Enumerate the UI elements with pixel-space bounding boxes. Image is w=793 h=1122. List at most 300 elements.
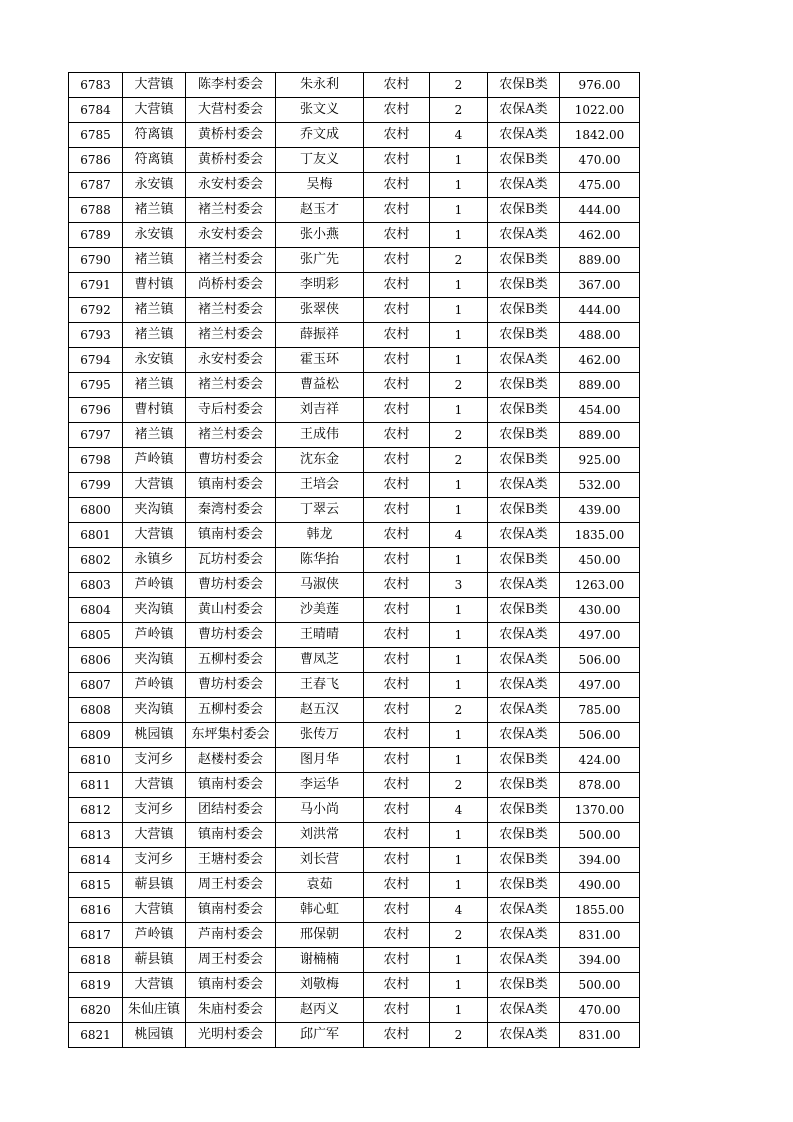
household-size-cell: 1 xyxy=(430,948,488,973)
insurance-category-cell: 农保B类 xyxy=(488,248,560,273)
name-cell: 李明彩 xyxy=(276,273,364,298)
township-cell: 大营镇 xyxy=(123,73,186,98)
household-type-cell: 农村 xyxy=(364,898,430,923)
name-cell: 沈东金 xyxy=(276,448,364,473)
amount-cell: 500.00 xyxy=(560,823,640,848)
serial-number-cell: 6794 xyxy=(69,348,123,373)
serial-number-cell: 6810 xyxy=(69,748,123,773)
village-committee-cell: 曹坊村委会 xyxy=(186,573,276,598)
serial-number-cell: 6814 xyxy=(69,848,123,873)
township-cell: 大营镇 xyxy=(123,823,186,848)
household-type-cell: 农村 xyxy=(364,523,430,548)
amount-cell: 785.00 xyxy=(560,698,640,723)
name-cell: 丁翠云 xyxy=(276,498,364,523)
name-cell: 谢楠楠 xyxy=(276,948,364,973)
insurance-category-cell: 农保B类 xyxy=(488,598,560,623)
name-cell: 赵玉才 xyxy=(276,198,364,223)
amount-cell: 475.00 xyxy=(560,173,640,198)
village-committee-cell: 黄桥村委会 xyxy=(186,148,276,173)
name-cell: 刘吉祥 xyxy=(276,398,364,423)
serial-number-cell: 6808 xyxy=(69,698,123,723)
table-row xyxy=(69,98,640,123)
table-row xyxy=(69,123,640,148)
household-type-cell: 农村 xyxy=(364,123,430,148)
village-committee-cell: 五柳村委会 xyxy=(186,648,276,673)
insurance-category-cell: 农保A类 xyxy=(488,723,560,748)
insurance-category-cell: 农保A类 xyxy=(488,998,560,1023)
table-row xyxy=(69,673,640,698)
household-size-cell: 1 xyxy=(430,673,488,698)
serial-number-cell: 6803 xyxy=(69,573,123,598)
township-cell: 芦岭镇 xyxy=(123,673,186,698)
household-size-cell: 1 xyxy=(430,548,488,573)
table-row xyxy=(69,798,640,823)
table-body xyxy=(69,73,640,1048)
household-type-cell: 农村 xyxy=(364,448,430,473)
table-row xyxy=(69,948,640,973)
village-committee-cell: 团结村委会 xyxy=(186,798,276,823)
insurance-category-cell: 农保A类 xyxy=(488,98,560,123)
insurance-category-cell: 农保A类 xyxy=(488,698,560,723)
village-committee-cell: 周王村委会 xyxy=(186,873,276,898)
household-type-cell: 农村 xyxy=(364,498,430,523)
village-committee-cell: 光明村委会 xyxy=(186,1023,276,1048)
amount-cell: 444.00 xyxy=(560,198,640,223)
amount-cell: 1835.00 xyxy=(560,523,640,548)
township-cell: 夹沟镇 xyxy=(123,648,186,673)
amount-cell: 500.00 xyxy=(560,973,640,998)
serial-number-cell: 6820 xyxy=(69,998,123,1023)
household-type-cell: 农村 xyxy=(364,73,430,98)
household-type-cell: 农村 xyxy=(364,673,430,698)
household-size-cell: 1 xyxy=(430,623,488,648)
household-type-cell: 农村 xyxy=(364,298,430,323)
insurance-category-cell: 农保B类 xyxy=(488,823,560,848)
insurance-category-cell: 农保A类 xyxy=(488,473,560,498)
insurance-category-cell: 农保A类 xyxy=(488,623,560,648)
household-type-cell: 农村 xyxy=(364,198,430,223)
village-committee-cell: 曹坊村委会 xyxy=(186,673,276,698)
village-committee-cell: 五柳村委会 xyxy=(186,698,276,723)
village-committee-cell: 曹坊村委会 xyxy=(186,448,276,473)
township-cell: 大营镇 xyxy=(123,98,186,123)
amount-cell: 367.00 xyxy=(560,273,640,298)
serial-number-cell: 6790 xyxy=(69,248,123,273)
township-cell: 大营镇 xyxy=(123,523,186,548)
village-committee-cell: 永安村委会 xyxy=(186,223,276,248)
serial-number-cell: 6818 xyxy=(69,948,123,973)
household-size-cell: 2 xyxy=(430,1023,488,1048)
household-size-cell: 4 xyxy=(430,798,488,823)
serial-number-cell: 6805 xyxy=(69,623,123,648)
serial-number-cell: 6802 xyxy=(69,548,123,573)
household-type-cell: 农村 xyxy=(364,373,430,398)
township-cell: 褚兰镇 xyxy=(123,298,186,323)
township-cell: 桃园镇 xyxy=(123,1023,186,1048)
name-cell: 吴梅 xyxy=(276,173,364,198)
household-size-cell: 2 xyxy=(430,423,488,448)
household-type-cell: 农村 xyxy=(364,923,430,948)
serial-number-cell: 6798 xyxy=(69,448,123,473)
insurance-category-cell: 农保B类 xyxy=(488,798,560,823)
table-row xyxy=(69,923,640,948)
household-type-cell: 农村 xyxy=(364,698,430,723)
insurance-category-cell: 农保B类 xyxy=(488,298,560,323)
name-cell: 刘长营 xyxy=(276,848,364,873)
household-size-cell: 4 xyxy=(430,898,488,923)
insurance-category-cell: 农保A类 xyxy=(488,523,560,548)
township-cell: 夹沟镇 xyxy=(123,698,186,723)
name-cell: 邢保朝 xyxy=(276,923,364,948)
township-cell: 夹沟镇 xyxy=(123,598,186,623)
township-cell: 符离镇 xyxy=(123,148,186,173)
village-committee-cell: 褚兰村委会 xyxy=(186,198,276,223)
amount-cell: 976.00 xyxy=(560,73,640,98)
insurance-category-cell: 农保B类 xyxy=(488,548,560,573)
household-size-cell: 1 xyxy=(430,848,488,873)
village-committee-cell: 褚兰村委会 xyxy=(186,323,276,348)
insurance-category-cell: 农保B类 xyxy=(488,148,560,173)
village-committee-cell: 赵楼村委会 xyxy=(186,748,276,773)
village-committee-cell: 镇南村委会 xyxy=(186,773,276,798)
household-type-cell: 农村 xyxy=(364,423,430,448)
township-cell: 朱仙庄镇 xyxy=(123,998,186,1023)
village-committee-cell: 黄桥村委会 xyxy=(186,123,276,148)
township-cell: 支河乡 xyxy=(123,798,186,823)
township-cell: 大营镇 xyxy=(123,898,186,923)
name-cell: 邱广军 xyxy=(276,1023,364,1048)
township-cell: 芦岭镇 xyxy=(123,573,186,598)
household-size-cell: 1 xyxy=(430,648,488,673)
name-cell: 曹益松 xyxy=(276,373,364,398)
amount-cell: 831.00 xyxy=(560,923,640,948)
village-committee-cell: 褚兰村委会 xyxy=(186,423,276,448)
name-cell: 图月华 xyxy=(276,748,364,773)
amount-cell: 1370.00 xyxy=(560,798,640,823)
table-row xyxy=(69,348,640,373)
township-cell: 芦岭镇 xyxy=(123,623,186,648)
household-size-cell: 1 xyxy=(430,498,488,523)
household-type-cell: 农村 xyxy=(364,648,430,673)
insurance-category-cell: 农保A类 xyxy=(488,223,560,248)
name-cell: 薛振祥 xyxy=(276,323,364,348)
amount-cell: 1842.00 xyxy=(560,123,640,148)
table-row xyxy=(69,523,640,548)
insurance-category-cell: 农保A类 xyxy=(488,1023,560,1048)
insurance-category-cell: 农保B类 xyxy=(488,398,560,423)
table-row xyxy=(69,448,640,473)
table-row xyxy=(69,473,640,498)
household-type-cell: 农村 xyxy=(364,598,430,623)
amount-cell: 439.00 xyxy=(560,498,640,523)
household-size-cell: 4 xyxy=(430,523,488,548)
insurance-category-cell: 农保B类 xyxy=(488,323,560,348)
table-row xyxy=(69,648,640,673)
household-size-cell: 1 xyxy=(430,323,488,348)
insurance-category-cell: 农保B类 xyxy=(488,973,560,998)
township-cell: 永安镇 xyxy=(123,223,186,248)
amount-cell: 488.00 xyxy=(560,323,640,348)
village-committee-cell: 尚桥村委会 xyxy=(186,273,276,298)
township-cell: 芦岭镇 xyxy=(123,923,186,948)
township-cell: 褚兰镇 xyxy=(123,323,186,348)
table-row xyxy=(69,873,640,898)
village-committee-cell: 陈李村委会 xyxy=(186,73,276,98)
serial-number-cell: 6816 xyxy=(69,898,123,923)
amount-cell: 470.00 xyxy=(560,998,640,1023)
amount-cell: 889.00 xyxy=(560,373,640,398)
village-committee-cell: 黄山村委会 xyxy=(186,598,276,623)
household-size-cell: 1 xyxy=(430,723,488,748)
table-row xyxy=(69,298,640,323)
village-committee-cell: 镇南村委会 xyxy=(186,523,276,548)
insurance-category-cell: 农保B类 xyxy=(488,498,560,523)
insurance-category-cell: 农保A类 xyxy=(488,923,560,948)
table-row xyxy=(69,498,640,523)
serial-number-cell: 6785 xyxy=(69,123,123,148)
serial-number-cell: 6787 xyxy=(69,173,123,198)
village-committee-cell: 大营村委会 xyxy=(186,98,276,123)
household-type-cell: 农村 xyxy=(364,823,430,848)
household-size-cell: 1 xyxy=(430,223,488,248)
serial-number-cell: 6792 xyxy=(69,298,123,323)
village-committee-cell: 镇南村委会 xyxy=(186,823,276,848)
village-committee-cell: 芦南村委会 xyxy=(186,923,276,948)
insurance-category-cell: 农保B类 xyxy=(488,848,560,873)
insurance-category-cell: 农保A类 xyxy=(488,173,560,198)
insurance-category-cell: 农保B类 xyxy=(488,748,560,773)
township-cell: 大营镇 xyxy=(123,773,186,798)
serial-number-cell: 6796 xyxy=(69,398,123,423)
table-row xyxy=(69,273,640,298)
insurance-category-cell: 农保B类 xyxy=(488,448,560,473)
serial-number-cell: 6800 xyxy=(69,498,123,523)
table-row xyxy=(69,773,640,798)
insurance-category-cell: 农保A类 xyxy=(488,898,560,923)
household-type-cell: 农村 xyxy=(364,573,430,598)
insurance-category-cell: 农保A类 xyxy=(488,348,560,373)
serial-number-cell: 6807 xyxy=(69,673,123,698)
village-committee-cell: 王塘村委会 xyxy=(186,848,276,873)
insurance-category-cell: 农保A类 xyxy=(488,673,560,698)
name-cell: 韩心虹 xyxy=(276,898,364,923)
table-row xyxy=(69,173,640,198)
table-row xyxy=(69,623,640,648)
name-cell: 陈华抬 xyxy=(276,548,364,573)
name-cell: 丁友义 xyxy=(276,148,364,173)
table-row xyxy=(69,73,640,98)
household-type-cell: 农村 xyxy=(364,798,430,823)
serial-number-cell: 6791 xyxy=(69,273,123,298)
household-type-cell: 农村 xyxy=(364,973,430,998)
household-size-cell: 1 xyxy=(430,173,488,198)
serial-number-cell: 6797 xyxy=(69,423,123,448)
amount-cell: 506.00 xyxy=(560,648,640,673)
household-type-cell: 农村 xyxy=(364,398,430,423)
village-committee-cell: 寺后村委会 xyxy=(186,398,276,423)
household-size-cell: 2 xyxy=(430,248,488,273)
table-row xyxy=(69,148,640,173)
household-size-cell: 1 xyxy=(430,273,488,298)
household-type-cell: 农村 xyxy=(364,148,430,173)
amount-cell: 454.00 xyxy=(560,398,640,423)
village-committee-cell: 褚兰村委会 xyxy=(186,373,276,398)
township-cell: 褚兰镇 xyxy=(123,423,186,448)
serial-number-cell: 6821 xyxy=(69,1023,123,1048)
village-committee-cell: 褚兰村委会 xyxy=(186,248,276,273)
household-type-cell: 农村 xyxy=(364,773,430,798)
table-row xyxy=(69,323,640,348)
table-row xyxy=(69,423,640,448)
amount-cell: 497.00 xyxy=(560,673,640,698)
serial-number-cell: 6799 xyxy=(69,473,123,498)
village-committee-cell: 周王村委会 xyxy=(186,948,276,973)
table-row xyxy=(69,248,640,273)
name-cell: 张传万 xyxy=(276,723,364,748)
township-cell: 大营镇 xyxy=(123,973,186,998)
insurance-category-cell: 农保A类 xyxy=(488,123,560,148)
amount-cell: 490.00 xyxy=(560,873,640,898)
household-type-cell: 农村 xyxy=(364,623,430,648)
name-cell: 张翠侠 xyxy=(276,298,364,323)
township-cell: 桃园镇 xyxy=(123,723,186,748)
township-cell: 曹村镇 xyxy=(123,398,186,423)
household-type-cell: 农村 xyxy=(364,1023,430,1048)
table-row xyxy=(69,598,640,623)
amount-cell: 394.00 xyxy=(560,848,640,873)
insurance-category-cell: 农保B类 xyxy=(488,73,560,98)
serial-number-cell: 6783 xyxy=(69,73,123,98)
table-row xyxy=(69,698,640,723)
household-size-cell: 1 xyxy=(430,748,488,773)
serial-number-cell: 6793 xyxy=(69,323,123,348)
serial-number-cell: 6809 xyxy=(69,723,123,748)
household-size-cell: 1 xyxy=(430,298,488,323)
household-type-cell: 农村 xyxy=(364,873,430,898)
village-committee-cell: 瓦坊村委会 xyxy=(186,548,276,573)
table-row xyxy=(69,398,640,423)
name-cell: 马淑侠 xyxy=(276,573,364,598)
amount-cell: 889.00 xyxy=(560,248,640,273)
serial-number-cell: 6813 xyxy=(69,823,123,848)
household-type-cell: 农村 xyxy=(364,173,430,198)
household-type-cell: 农村 xyxy=(364,948,430,973)
village-committee-cell: 镇南村委会 xyxy=(186,898,276,923)
name-cell: 赵丙义 xyxy=(276,998,364,1023)
village-committee-cell: 镇南村委会 xyxy=(186,473,276,498)
village-committee-cell: 永安村委会 xyxy=(186,173,276,198)
household-size-cell: 1 xyxy=(430,398,488,423)
table-row xyxy=(69,848,640,873)
township-cell: 褚兰镇 xyxy=(123,373,186,398)
township-cell: 褚兰镇 xyxy=(123,198,186,223)
amount-cell: 1022.00 xyxy=(560,98,640,123)
township-cell: 永安镇 xyxy=(123,173,186,198)
household-size-cell: 2 xyxy=(430,773,488,798)
name-cell: 袁茹 xyxy=(276,873,364,898)
household-size-cell: 1 xyxy=(430,873,488,898)
household-size-cell: 2 xyxy=(430,373,488,398)
table-row xyxy=(69,223,640,248)
table-row xyxy=(69,723,640,748)
table-row xyxy=(69,898,640,923)
township-cell: 夹沟镇 xyxy=(123,498,186,523)
household-type-cell: 农村 xyxy=(364,998,430,1023)
household-type-cell: 农村 xyxy=(364,223,430,248)
insurance-category-cell: 农保B类 xyxy=(488,198,560,223)
township-cell: 符离镇 xyxy=(123,123,186,148)
village-committee-cell: 东坪集村委会 xyxy=(186,723,276,748)
household-type-cell: 农村 xyxy=(364,348,430,373)
household-type-cell: 农村 xyxy=(364,473,430,498)
serial-number-cell: 6804 xyxy=(69,598,123,623)
household-size-cell: 2 xyxy=(430,923,488,948)
household-type-cell: 农村 xyxy=(364,323,430,348)
table-row xyxy=(69,998,640,1023)
insurance-category-cell: 农保B类 xyxy=(488,273,560,298)
name-cell: 沙美莲 xyxy=(276,598,364,623)
household-size-cell: 3 xyxy=(430,573,488,598)
name-cell: 赵五汉 xyxy=(276,698,364,723)
table-row xyxy=(69,973,640,998)
township-cell: 支河乡 xyxy=(123,748,186,773)
insurance-category-cell: 农保A类 xyxy=(488,573,560,598)
serial-number-cell: 6811 xyxy=(69,773,123,798)
name-cell: 王春飞 xyxy=(276,673,364,698)
insurance-category-cell: 农保A类 xyxy=(488,648,560,673)
insurance-category-cell: 农保B类 xyxy=(488,373,560,398)
amount-cell: 1263.00 xyxy=(560,573,640,598)
name-cell: 张广先 xyxy=(276,248,364,273)
serial-number-cell: 6795 xyxy=(69,373,123,398)
name-cell: 张文义 xyxy=(276,98,364,123)
name-cell: 刘敬梅 xyxy=(276,973,364,998)
household-size-cell: 2 xyxy=(430,73,488,98)
village-committee-cell: 镇南村委会 xyxy=(186,973,276,998)
name-cell: 朱永利 xyxy=(276,73,364,98)
amount-cell: 444.00 xyxy=(560,298,640,323)
household-type-cell: 农村 xyxy=(364,98,430,123)
amount-cell: 497.00 xyxy=(560,623,640,648)
serial-number-cell: 6812 xyxy=(69,798,123,823)
name-cell: 王培会 xyxy=(276,473,364,498)
household-type-cell: 农村 xyxy=(364,748,430,773)
village-committee-cell: 曹坊村委会 xyxy=(186,623,276,648)
amount-cell: 831.00 xyxy=(560,1023,640,1048)
name-cell: 霍玉环 xyxy=(276,348,364,373)
household-size-cell: 1 xyxy=(430,598,488,623)
household-type-cell: 农村 xyxy=(364,548,430,573)
name-cell: 马小尚 xyxy=(276,798,364,823)
household-type-cell: 农村 xyxy=(364,273,430,298)
household-size-cell: 2 xyxy=(430,698,488,723)
township-cell: 永安镇 xyxy=(123,348,186,373)
amount-cell: 394.00 xyxy=(560,948,640,973)
serial-number-cell: 6784 xyxy=(69,98,123,123)
serial-number-cell: 6788 xyxy=(69,198,123,223)
household-size-cell: 2 xyxy=(430,448,488,473)
village-committee-cell: 秦湾村委会 xyxy=(186,498,276,523)
township-cell: 曹村镇 xyxy=(123,273,186,298)
household-size-cell: 1 xyxy=(430,198,488,223)
table-row xyxy=(69,373,640,398)
insurance-category-cell: 农保B类 xyxy=(488,773,560,798)
name-cell: 王成伟 xyxy=(276,423,364,448)
household-size-cell: 1 xyxy=(430,823,488,848)
village-committee-cell: 朱庙村委会 xyxy=(186,998,276,1023)
amount-cell: 430.00 xyxy=(560,598,640,623)
name-cell: 曹凤芝 xyxy=(276,648,364,673)
